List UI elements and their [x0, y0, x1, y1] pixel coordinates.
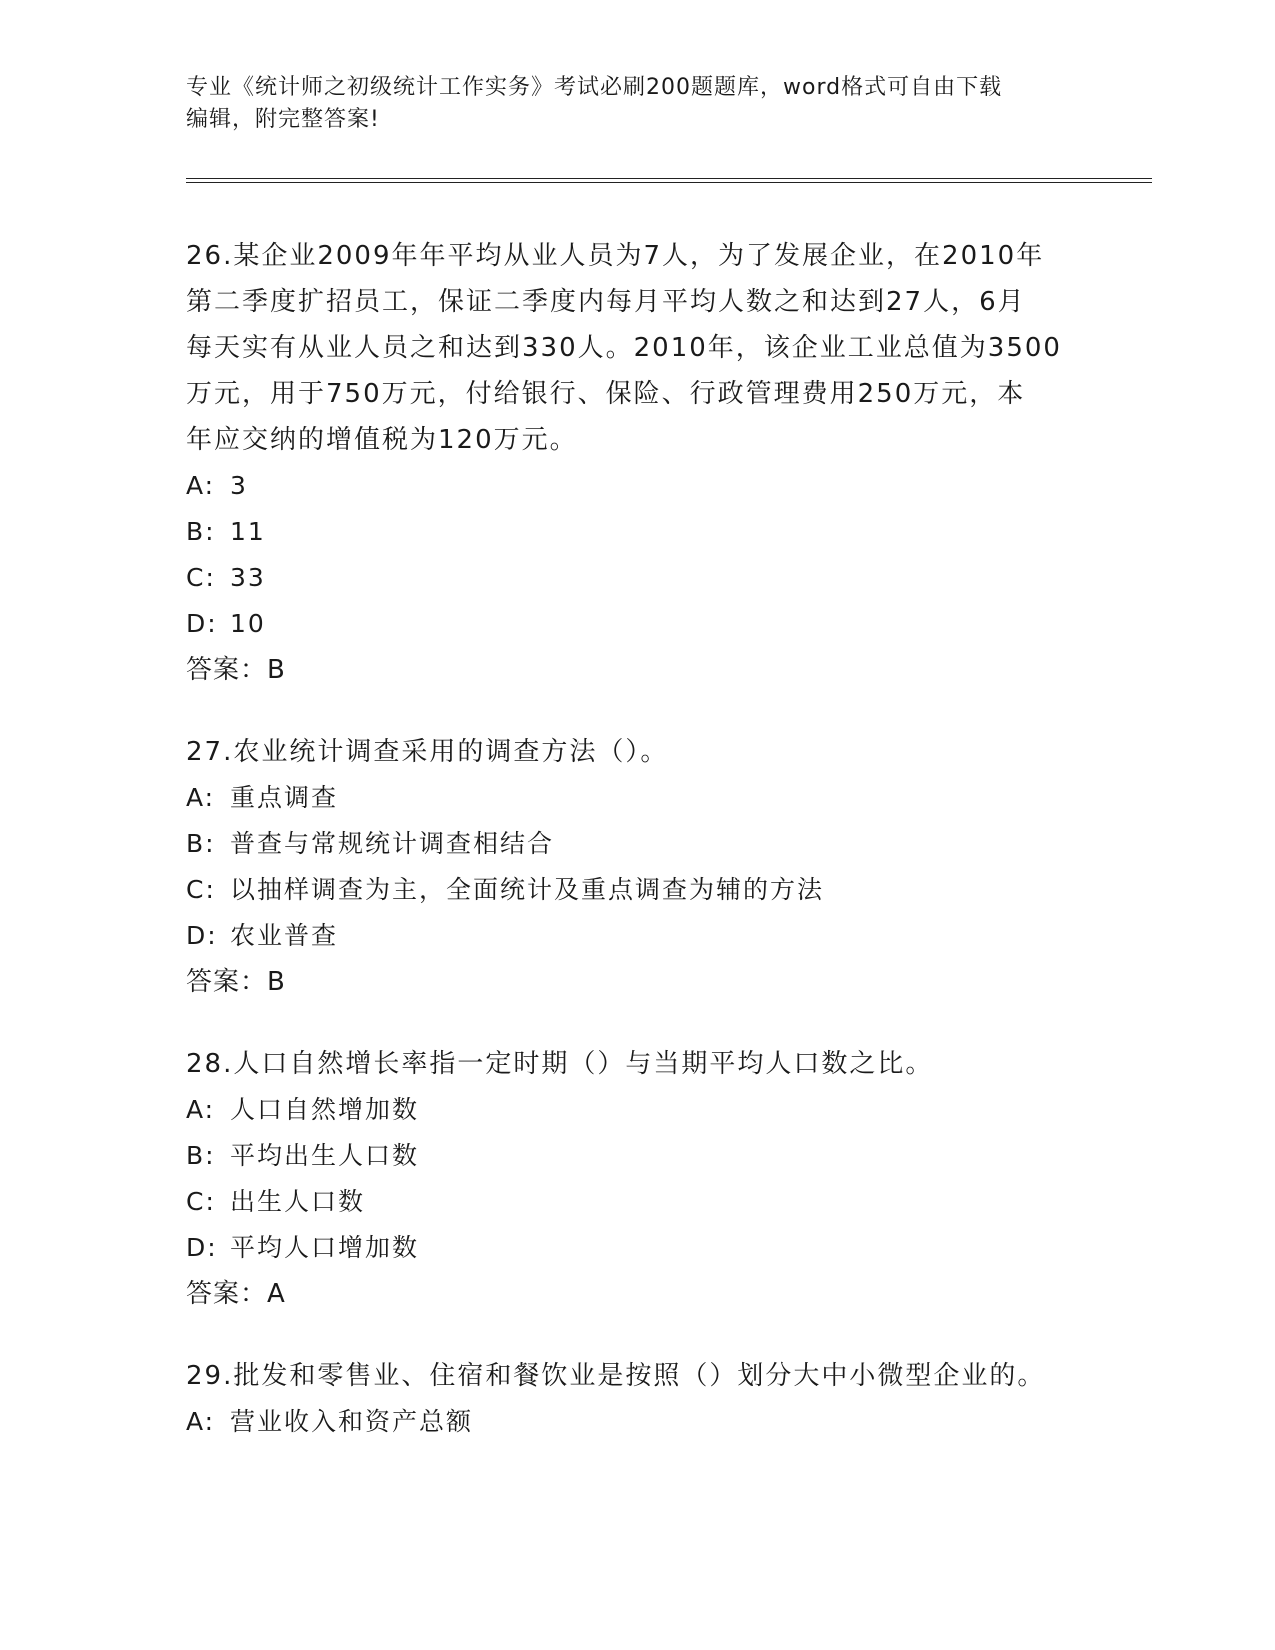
header-line-2: 编辑，附完整答案!: [186, 107, 380, 132]
option-a: [186, 775, 1086, 821]
option-d: [186, 1225, 1086, 1271]
option-a: [186, 1087, 1086, 1133]
question-stem: [186, 1353, 1086, 1399]
stem-line: 29.批发和零售业、住宿和餐饮业是按照（）划分大中小微型企业的。: [186, 1361, 1046, 1391]
option-text: 出生人口数: [230, 1187, 366, 1216]
option-text: 33: [230, 563, 266, 592]
option-key: C:: [186, 875, 216, 904]
option-b: [186, 821, 1086, 867]
question-27: [186, 729, 1086, 1005]
option-text: 普查与常规统计调查相结合: [230, 829, 555, 858]
option-text: 农业普查: [230, 921, 339, 950]
option-text: 11: [230, 517, 266, 546]
document-header: [186, 72, 1086, 136]
option-text: 3: [230, 471, 248, 500]
answer-line: 答案：B: [186, 967, 286, 997]
option-key: B:: [186, 517, 216, 546]
option-key: D:: [186, 1233, 218, 1262]
option-key: D:: [186, 921, 218, 950]
option-key: A:: [186, 471, 216, 500]
option-a: [186, 463, 1086, 509]
stem-line: 26.某企业2009年年平均从业人员为7人，为了发展企业，在2010年: [186, 241, 1045, 271]
question-stem: [186, 729, 1086, 775]
option-text: 10: [230, 609, 266, 638]
stem-line: 年应交纳的增值税为120万元。: [186, 425, 578, 455]
stem-line: 每天实有从业人员之和达到330人。2010年，该企业工业总值为3500: [186, 333, 1062, 363]
question-stem: [186, 1041, 1086, 1087]
option-text: 重点调查: [230, 783, 339, 812]
question-29: [186, 1353, 1086, 1445]
header-divider-bottom: [186, 182, 1152, 183]
option-text: 以抽样调查为主，全面统计及重点调查为辅的方法: [230, 875, 825, 904]
option-text: 人口自然增加数: [230, 1095, 420, 1124]
stem-line: 万元，用于750万元，付给银行、保险、行政管理费用250万元，本: [186, 379, 1026, 409]
answer-line: 答案：B: [186, 655, 286, 685]
question-28: [186, 1041, 1086, 1317]
option-c: [186, 867, 1086, 913]
stem-line: 27.农业统计调查采用的调查方法（）。: [186, 737, 669, 767]
option-c: [186, 555, 1086, 601]
question-list: [186, 233, 1086, 1481]
option-key: A:: [186, 783, 216, 812]
answer-line: 答案：A: [186, 1279, 286, 1309]
option-a: [186, 1399, 1086, 1445]
option-text: 平均人口增加数: [230, 1233, 420, 1262]
option-key: B:: [186, 1141, 216, 1170]
header-divider-top: [186, 178, 1152, 179]
option-b: [186, 1133, 1086, 1179]
option-key: C:: [186, 1187, 216, 1216]
option-key: D:: [186, 609, 218, 638]
option-text: 营业收入和资产总额: [230, 1407, 474, 1436]
option-key: A:: [186, 1407, 216, 1436]
option-text: 平均出生人口数: [230, 1141, 420, 1170]
option-key: B:: [186, 829, 216, 858]
option-key: A:: [186, 1095, 216, 1124]
option-d: [186, 913, 1086, 959]
option-b: [186, 509, 1086, 555]
stem-line: 第二季度扩招员工，保证二季度内每月平均人数之和达到27人，6月: [186, 287, 1026, 317]
question-26: [186, 233, 1086, 693]
header-line-1: 专业《统计师之初级统计工作实务》考试必刷200题题库，word格式可自由下载: [186, 75, 1003, 100]
stem-line: 28.人口自然增长率指一定时期（）与当期平均人口数之比。: [186, 1049, 934, 1079]
option-c: [186, 1179, 1086, 1225]
option-key: C:: [186, 563, 216, 592]
question-stem: [186, 233, 1086, 463]
option-d: [186, 601, 1086, 647]
